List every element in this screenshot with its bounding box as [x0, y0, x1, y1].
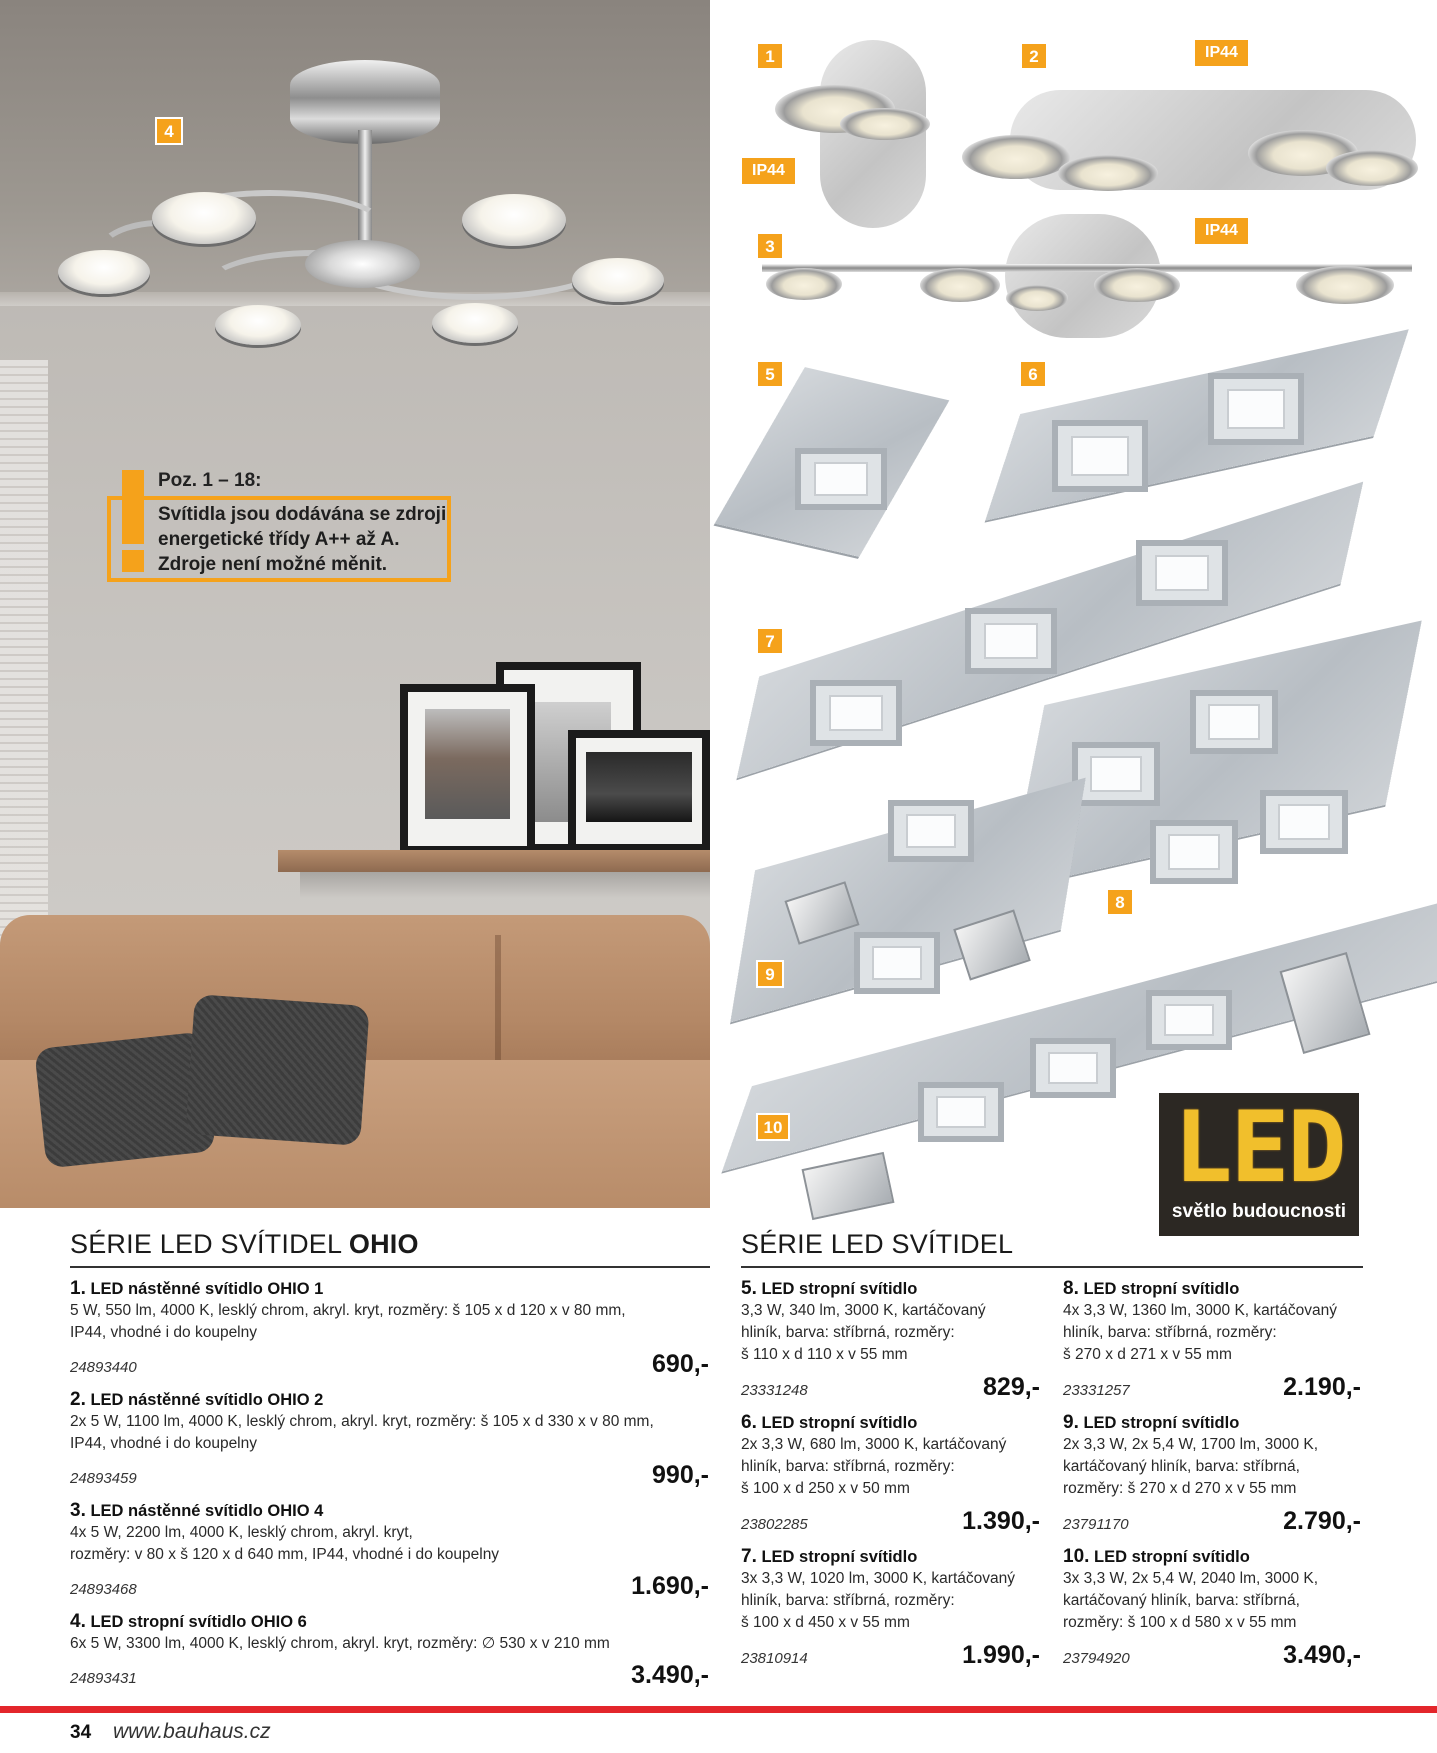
led-panel	[1208, 373, 1304, 445]
ip44-badge: IP44	[1193, 216, 1250, 246]
badge-4: 4	[155, 117, 183, 145]
badge-2: 2	[1020, 42, 1048, 70]
section-rule	[741, 1266, 1363, 1268]
price: 1.990,-	[962, 1641, 1040, 1669]
ip44-badge: IP44	[740, 156, 797, 186]
led-panel	[854, 932, 940, 994]
product-item-6: 6. LED stropní svítidlo 2x 3,3 W, 680 lm, 3000 K, kartáčovaný hliník, barva: stříbrná, rozměry: š 100 x d 250 x v 50 mm	[741, 1412, 1007, 1497]
led-panel	[1260, 790, 1348, 854]
spotlight	[802, 1152, 895, 1220]
product-3-lamp	[766, 268, 842, 300]
price: 2.790,-	[1283, 1507, 1361, 1535]
badge-3: 3	[756, 232, 784, 260]
price: 3.490,-	[1283, 1641, 1361, 1669]
badge-9: 9	[756, 960, 784, 988]
cushion	[185, 994, 369, 1146]
led-panel	[1030, 1038, 1116, 1098]
chandelier-shade	[432, 303, 518, 343]
product-2-lamp	[962, 135, 1070, 179]
led-panel	[1072, 742, 1160, 806]
product-3-lamp	[1296, 266, 1394, 304]
led-panel	[888, 800, 974, 862]
chandelier-shade	[215, 305, 301, 345]
notice-title: Poz. 1 – 18:	[158, 470, 262, 491]
product-item-4: 4. LED stropní svítidlo OHIO 6 6x 5 W, 3300 lm, 4000 K, lesklý chrom, akryl. kryt, rozměry: ∅ 530 x v 210 mm	[70, 1611, 610, 1652]
product-item-9: 9. LED stropní svítidlo 2x 3,3 W, 2x 5,4 W, 1700 lm, 3000 K, kartáčovaný hliník, barva: stříbrná, rozměry: š 270 x d 270 x v 55 mm	[1063, 1412, 1319, 1497]
section-title-ohio: SÉRIE LED SVÍTIDEL OHIO	[70, 1229, 419, 1259]
product-code: 23791170	[1063, 1516, 1129, 1533]
price: 990,-	[652, 1461, 709, 1489]
badge-6: 6	[1019, 360, 1047, 388]
badge-8: 8	[1106, 888, 1134, 916]
product-item-8: 8. LED stropní svítidlo 4x 3,3 W, 1360 lm, 3000 K, kartáčovaný hliník, barva: stříbrná, rozměry: š 270 x d 271 x v 55 mm	[1063, 1278, 1337, 1363]
picture-frame	[568, 730, 710, 852]
hero-photo	[0, 0, 710, 1208]
product-item-10: 10. LED stropní svítidlo 3x 3,3 W, 2x 5,4 W, 2040 lm, 3000 K, kartáčovaný hliník, barva: stříbrná, rozměry: š 100 x d 580 x v 55 mm	[1063, 1546, 1319, 1631]
led-panel	[810, 680, 902, 746]
product-code: 24893440	[70, 1359, 137, 1376]
section-title-led: SÉRIE LED SVÍTIDEL	[741, 1229, 1014, 1259]
product-item-3: 3. LED nástěnné svítidlo OHIO 4 4x 5 W, 2200 lm, 4000 K, lesklý chrom, akryl. kryt, rozměry: v 80 x š 120 x d 640 mm, IP44, vhodné i do koupelny	[70, 1500, 500, 1563]
led-logo	[1159, 1093, 1359, 1236]
notice-text: Svítidla jsou dodávána se zdroji energetické třídy A++ až A. Zdroje není možné měnit.	[158, 504, 447, 575]
product-2-lamp	[1326, 150, 1418, 186]
price: 690,-	[652, 1350, 709, 1378]
wall-shelf	[278, 850, 710, 872]
price: 3.490,-	[631, 1661, 709, 1689]
led-panel	[1146, 990, 1232, 1050]
chandelier-shade	[58, 250, 150, 294]
led-panel	[1150, 820, 1238, 884]
price: 1.390,-	[962, 1507, 1040, 1535]
product-3-lamp	[1094, 268, 1180, 302]
price: 1.690,-	[631, 1572, 709, 1600]
led-panel	[795, 448, 887, 510]
product-item-7: 7. LED stropní svítidlo 3x 3,3 W, 1020 lm, 3000 K, kartáčovaný hliník, barva: stříbrná, rozměry: š 100 x d 450 x v 55 mm	[741, 1546, 1015, 1631]
section-rule	[70, 1266, 710, 1268]
led-logo-word: LED	[1173, 1091, 1345, 1205]
chandelier-shade	[152, 192, 256, 244]
picture-frame	[400, 684, 535, 854]
product-2-lamp	[1058, 155, 1158, 191]
page-number: 34	[70, 1722, 92, 1743]
led-panel	[918, 1082, 1004, 1142]
product-code: 23802285	[741, 1516, 808, 1533]
price: 829,-	[983, 1373, 1040, 1401]
product-1-lamp	[840, 108, 930, 140]
badge-7: 7	[756, 627, 784, 655]
led-panel	[1052, 420, 1148, 492]
chandelier-hub	[305, 240, 420, 288]
led-panel	[1190, 690, 1278, 754]
led-logo-subtitle: světlo budoucnosti	[1171, 1201, 1347, 1222]
badge-10: 10	[756, 1113, 790, 1141]
product-code: 24893468	[70, 1581, 137, 1598]
chandelier-shade	[572, 258, 664, 302]
led-panel	[965, 608, 1057, 674]
website-link[interactable]: www.bauhaus.cz	[113, 1720, 271, 1743]
led-panel	[1136, 540, 1228, 606]
product-item-2: 2. LED nástěnné svítidlo OHIO 2 2x 5 W, 1100 lm, 4000 K, lesklý chrom, akryl. kryt, rozměry: š 105 x d 330 x v 80 mm, IP44, vhodné i do koupelny	[70, 1389, 654, 1452]
product-3-lamp	[1006, 285, 1068, 311]
badge-1: 1	[756, 42, 784, 70]
price: 2.190,-	[1283, 1373, 1361, 1401]
product-code: 23810914	[741, 1650, 808, 1667]
badge-5: 5	[756, 360, 784, 388]
product-item-5: 5. LED stropní svítidlo 3,3 W, 340 lm, 3000 K, kartáčovaný hliník, barva: stříbrná, rozměry: š 110 x d 110 x v 55 mm	[741, 1278, 986, 1363]
chandelier-shade	[462, 194, 566, 246]
product-item-1: 1. LED nástěnné svítidlo OHIO 1 5 W, 550 lm, 4000 K, lesklý chrom, akryl. kryt, rozměry: š 105 x d 120 x v 80 mm, IP44, vhodné i do koupelny	[70, 1278, 626, 1341]
ip44-badge: IP44	[1193, 38, 1250, 68]
product-code: 23331248	[741, 1382, 808, 1399]
footer-rule	[0, 1706, 1437, 1713]
product-code: 24893431	[70, 1670, 137, 1687]
product-3-lamp	[920, 268, 1000, 302]
product-code: 23794920	[1063, 1650, 1130, 1667]
exclamation-icon	[122, 470, 144, 574]
product-code: 24893459	[70, 1470, 137, 1487]
product-code: 23331257	[1063, 1382, 1130, 1399]
